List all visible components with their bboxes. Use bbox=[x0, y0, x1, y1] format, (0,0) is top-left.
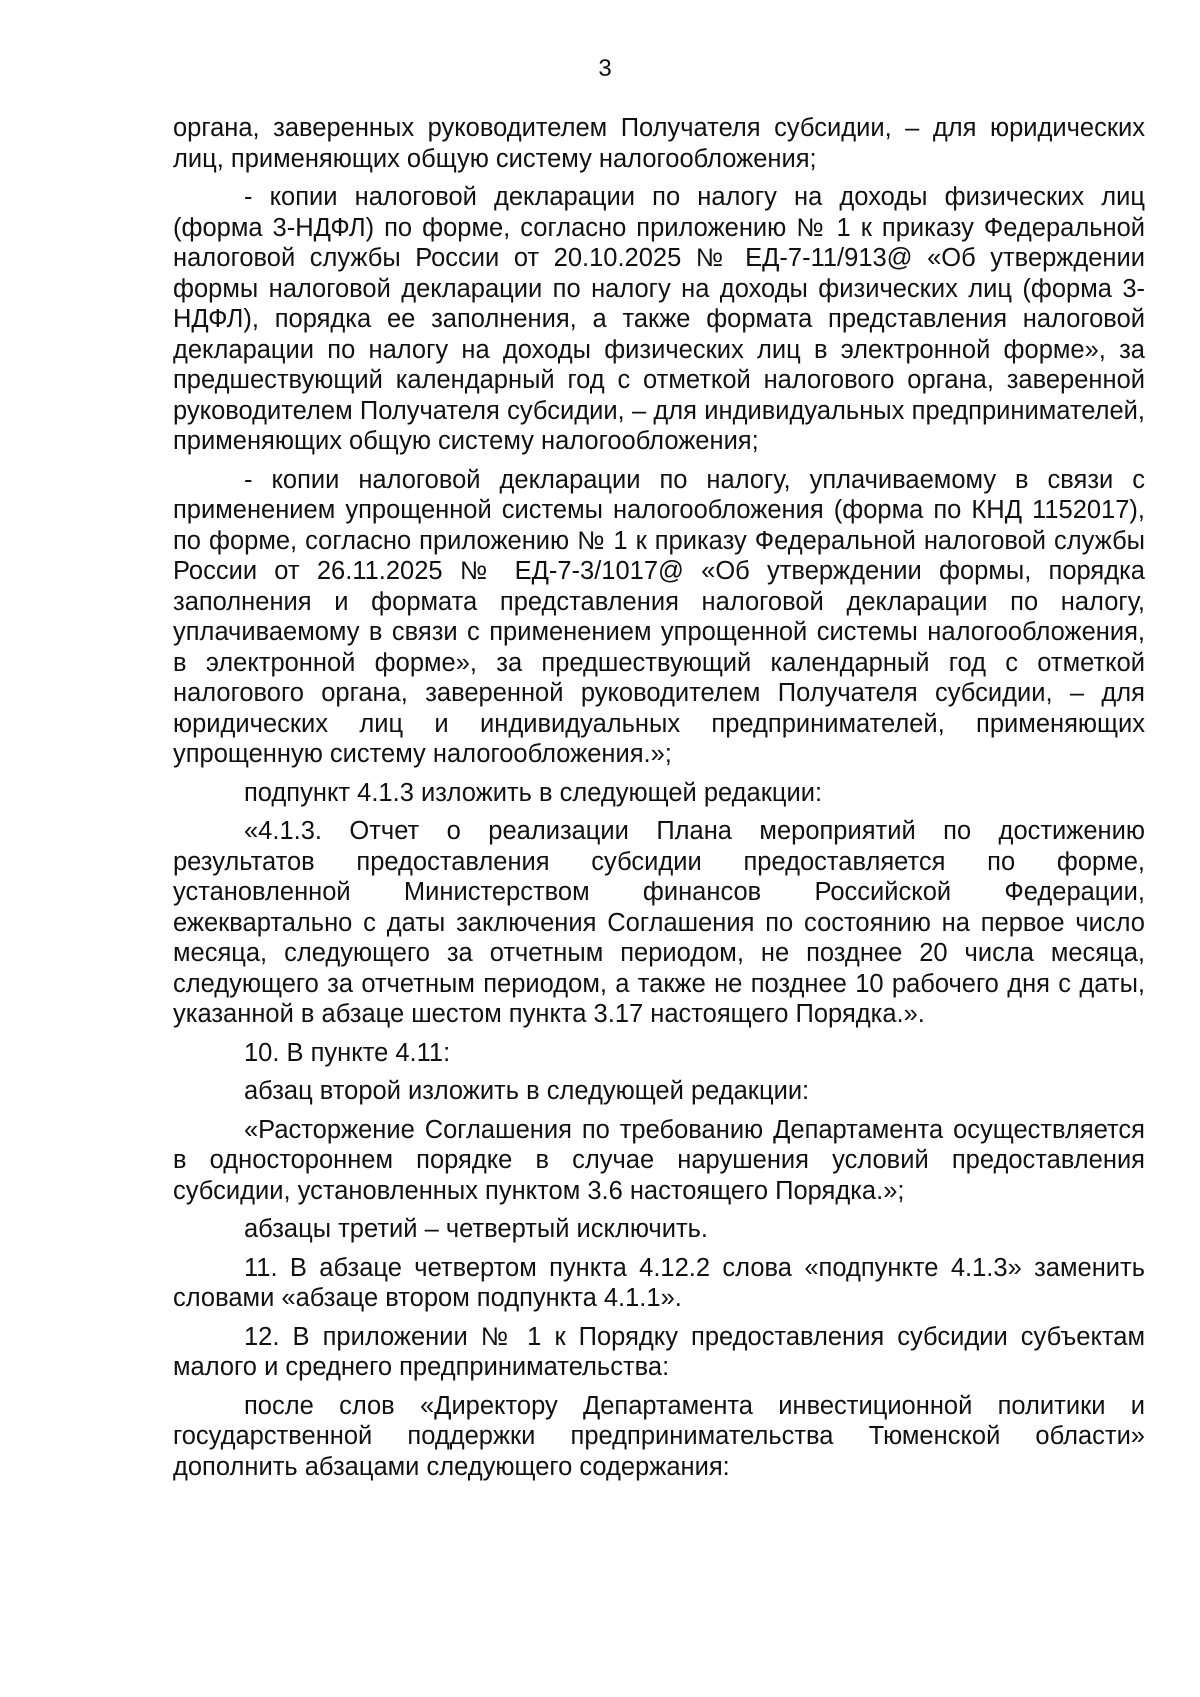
paragraph-usn-declaration: - копии налоговой декларации по налогу, уплачиваемому в связи с применением упрощенной системы налогообложения (форма по КНД 1152017), по форме, согласно приложению № 1 к приказу Федеральной налоговой службы России от 26.11.2025 № ЕД-7-3/1017@ «Об утверждении формы, порядка заполнения и формата представления налоговой декларации по налогу, уплачиваемому в связи с применением упрощенной системы налогообложения, в электронной форме», за предшествующий календарный год с отметкой налогового органа, заверенной руководителем Получателя субсидии, – для юридических лиц и индивидуальных предпринимателей, применяющих упрощенную систему налогообложения.»; bbox=[173, 465, 1145, 768]
page-number: 3 bbox=[598, 55, 612, 82]
paragraph-continuation: органа, заверенных руководителем Получателя субсидии, – для юридических лиц, применяющих общую систему налогообложения; bbox=[173, 114, 1145, 173]
paragraph-item-12: 12. В приложении № 1 к Порядку предоставления субсидии субъектам малого и среднего предпринимательства: bbox=[173, 1322, 1145, 1381]
paragraph-after-words: после слов «Директору Департамента инвестиционной политики и государственной поддержки предпринимательства Тюменской области» дополнить абзацами следующего содержания: bbox=[173, 1391, 1145, 1481]
paragraph-ndfl-declaration: - копии налоговой декларации по налогу на доходы физических лиц (форма 3-НДФЛ) по форме, согласно приложению № 1 к приказу Федеральной налоговой службы России от 20.10.2025 № ЕД-7-11/913@ «Об утверждении формы налоговой декларации по налогу на доходы физических лиц (форма 3-НДФЛ), порядка ее заполнения, а также формата представления налоговой декларации по налогу на доходы физических лиц в электронной форме», за предшествующий календарный год с отметкой налогового органа, заверенной руководителем Получателя субсидии, – для индивидуальных предпринимателей, применяющих общую систему налогообложения; bbox=[173, 183, 1145, 455]
paragraph-exclude-abzacs: абзацы третий – четвертый исключить. bbox=[244, 1215, 708, 1243]
paragraph-item-11: 11. В абзаце четвертом пункта 4.12.2 слова «подпункте 4.1.3» заменить словами «абзаце втором подпункта 4.1.1». bbox=[173, 1253, 1145, 1312]
paragraph-subpoint-4-1-3-text: «4.1.3. Отчет о реализации Плана мероприятий по достижению результатов предоставления субсидии предоставляется по форме, установленной Министерством финансов Российской Федерации, ежеквартально с даты заключения Соглашения по состоянию на первое число месяца, следующего за отчетным периодом, не позднее 20 числа месяца, следующего за отчетным периодом, а также не позднее 10 рабочего дня с даты, указанной в абзаце шестом пункта 3.17 настоящего Порядка.». bbox=[173, 817, 1145, 1028]
paragraph-subpoint-4-1-3-intro: подпункт 4.1.3 изложить в следующей редакции: bbox=[244, 778, 823, 807]
paragraph-item-10: 10. В пункте 4.11: bbox=[244, 1038, 451, 1067]
paragraph-termination-text: «Расторжение Соглашения по требованию Департамента осуществляется в одностороннем порядке в случае нарушения условий предоставления субсидии, установленных пунктом 3.6 настоящего Порядка.»; bbox=[173, 1115, 1145, 1205]
paragraph-second-abzac-intro: абзац второй изложить в следующей редакции: bbox=[244, 1077, 810, 1105]
document-body bbox=[173, 113, 1145, 1490]
